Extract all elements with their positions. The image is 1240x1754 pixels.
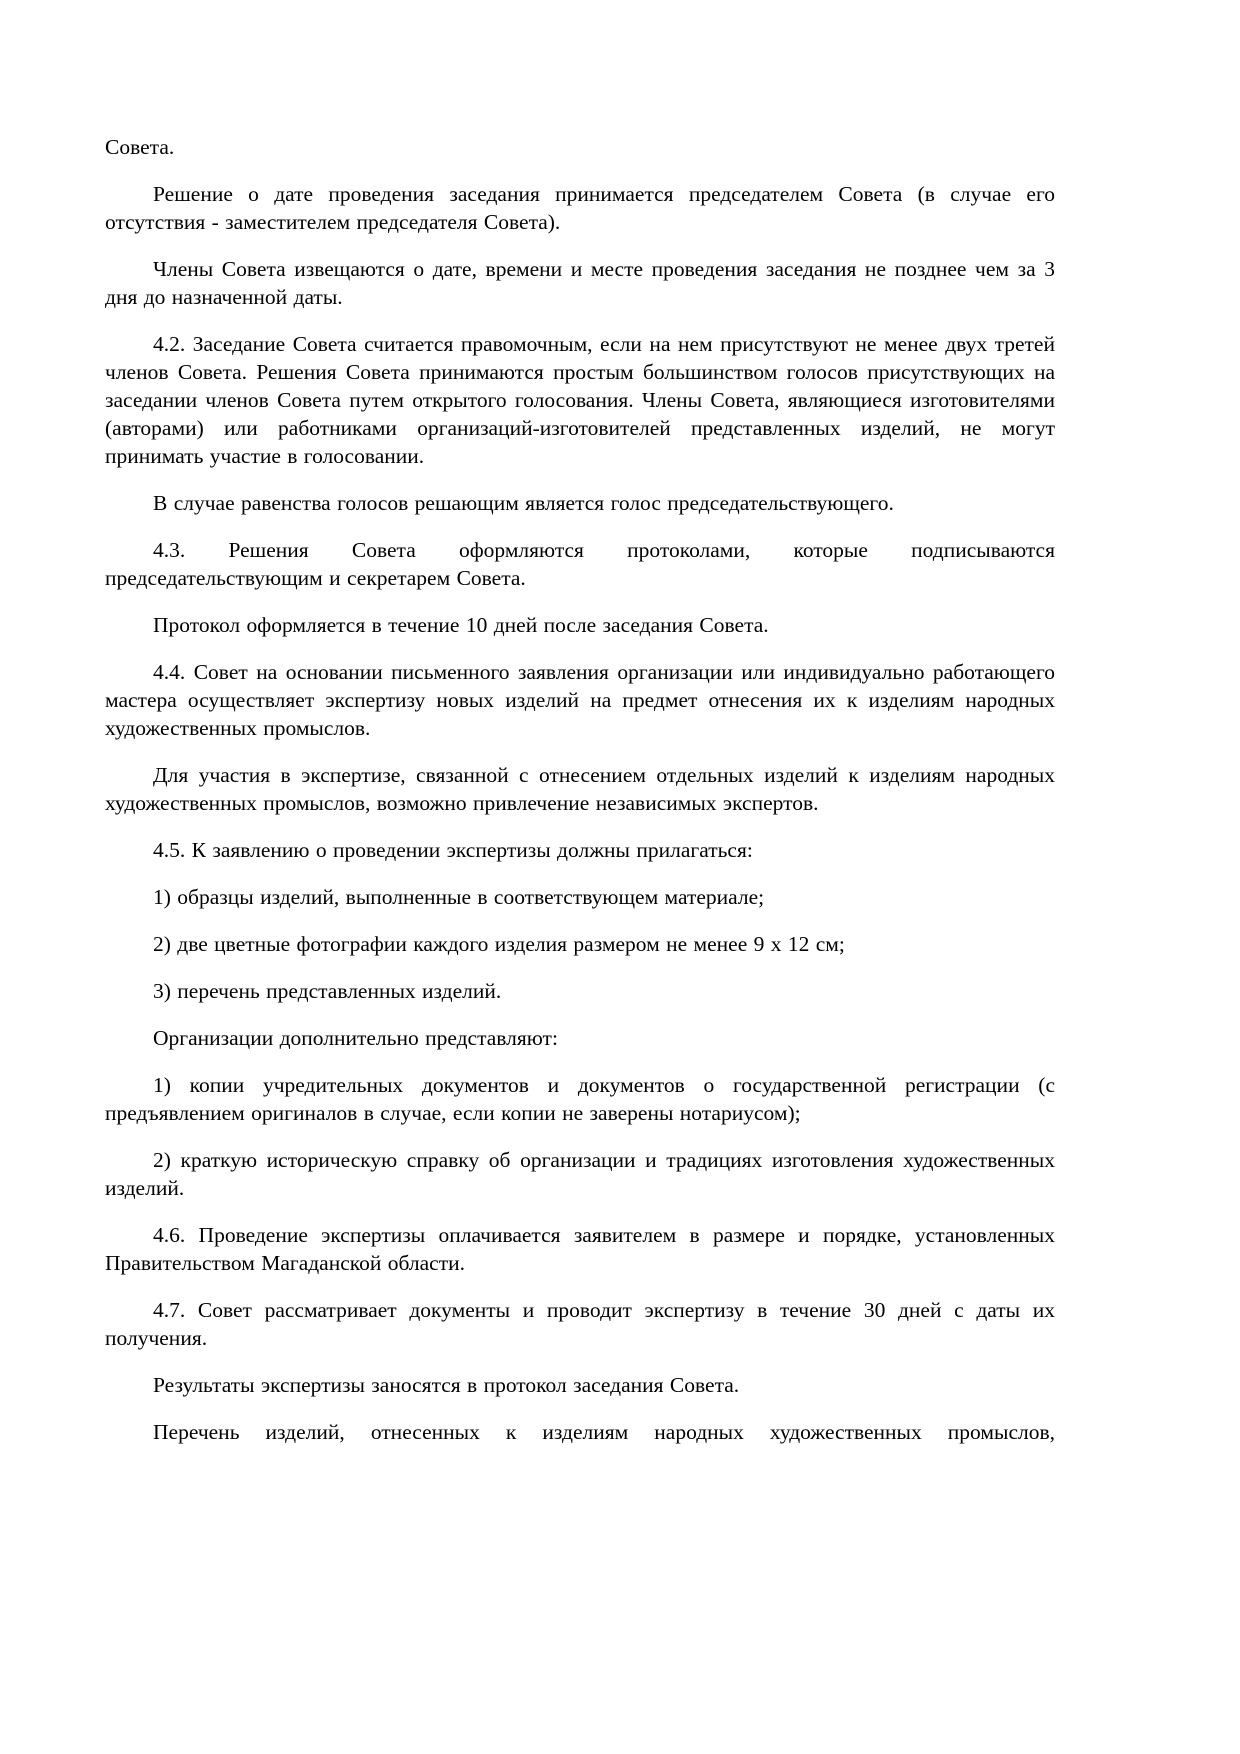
paragraph: Решение о дате проведения заседания принимается председателем Совета (в случае его отсутствия - заместителем председателя Совета).: [105, 182, 1055, 234]
paragraph: 1) копии учредительных документов и документов о государственной регистрации (с предъявлением оригиналов в случае, если копии не заверены нотариусом);: [105, 1073, 1055, 1125]
paragraph: 3) перечень представленных изделий.: [153, 979, 502, 1003]
paragraph: 4.3. Решения Совета оформляются протоколами, которые подписываются председательствующим и секретарем Совета.: [105, 538, 1055, 590]
paragraph: Для участия в экспертизе, связанной с отнесением отдельных изделий к изделиям народных художественных промыслов, возможно привлечение независимых экспертов.: [105, 763, 1055, 815]
paragraph: Члены Совета извещаются о дате, времени и месте проведения заседания не позднее чем за 3 дня до назначенной даты.: [105, 257, 1055, 309]
paragraph: 4.7. Совет рассматривает документы и проводит экспертизу в течение 30 дней с даты их получения.: [105, 1298, 1055, 1350]
paragraph: 1) образцы изделий, выполненные в соответствующем материале;: [153, 885, 765, 909]
paragraph: Совета.: [105, 135, 175, 159]
paragraph: В случае равенства голосов решающим является голос председательствующего.: [153, 491, 894, 515]
paragraph: 4.5. К заявлению о проведении экспертизы должны прилагаться:: [153, 838, 753, 862]
paragraph: Протокол оформляется в течение 10 дней после заседания Совета.: [153, 613, 769, 637]
paragraph: 4.6. Проведение экспертизы оплачивается заявителем в размере и порядке, установленных Правительством Магаданской области.: [105, 1223, 1055, 1275]
paragraph: 4.2. Заседание Совета считается правомочным, если на нем присутствуют не менее двух третей членов Совета. Решения Совета принимаются простым большинством голосов присутствующих на заседании членов Совета путем открытого голосования. Члены Совета, являющиеся изготовителями (авторами) или работниками организаций-изготовителей представленных изделий, не могут принимать участие в голосовании.: [105, 332, 1055, 468]
paragraph: 2) краткую историческую справку об организации и традициях изготовления художественных изделий.: [105, 1148, 1055, 1200]
paragraph: 2) две цветные фотографии каждого изделия размером не менее 9 х 12 см;: [153, 932, 845, 956]
paragraph: 4.4. Совет на основании письменного заявления организации или индивидуально работающего мастера осуществляет экспертизу новых изделий на предмет отнесения их к изделиям народных художественных промыслов.: [105, 660, 1055, 740]
paragraph: Перечень изделий, отнесенных к изделиям народных художественных промыслов,: [153, 1420, 1055, 1444]
paragraph: Организации дополнительно представляют:: [153, 1026, 558, 1050]
paragraph: Результаты экспертизы заносятся в протокол заседания Совета.: [153, 1373, 740, 1397]
document-body: [105, 133, 1055, 1446]
